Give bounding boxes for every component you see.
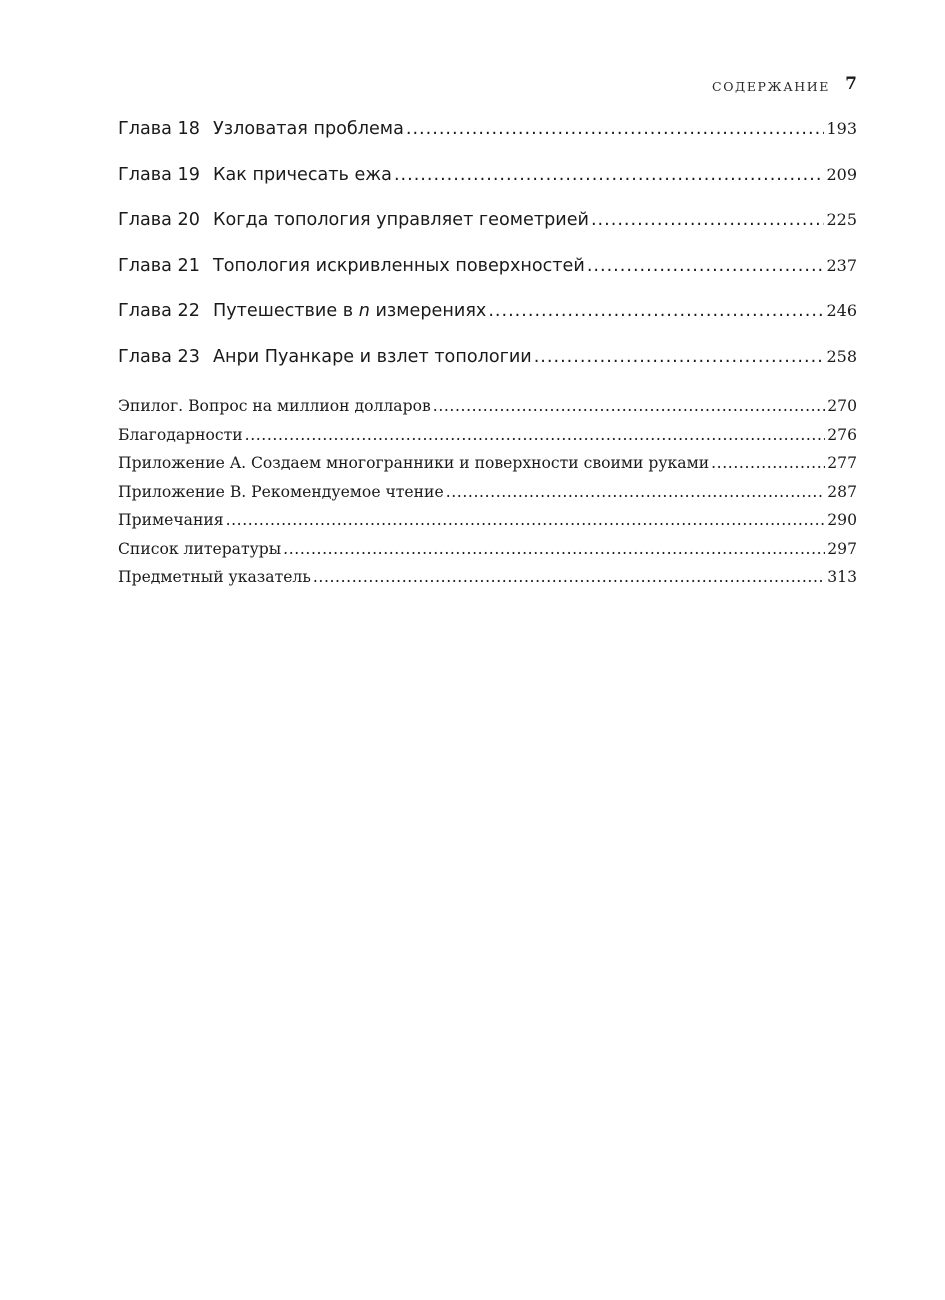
chapter-page: 193 [826, 119, 857, 138]
dot-leader [394, 165, 825, 185]
entry-title: Приложение A. Создаем многогранники и поверхности своими руками [118, 454, 710, 472]
chapter-page: 209 [826, 164, 857, 184]
entry-page: 287 [827, 482, 857, 501]
toc-entry-appendix-a[interactable] [118, 454, 857, 483]
running-header [118, 74, 857, 98]
chapter-label: Глава 22 [118, 301, 200, 322]
chapter-title-part: Путешествие в [213, 301, 359, 322]
toc-entry-chapter-22[interactable] [118, 301, 857, 329]
entry-title: Список литературы [118, 539, 282, 558]
toc-entry-acknowledgements[interactable] [118, 426, 857, 455]
chapter-label: Глава 23 [118, 346, 200, 367]
chapter-title: Узловатая проблема [213, 119, 404, 139]
dot-leader [283, 540, 825, 558]
entry-page: 297 [827, 539, 857, 558]
entry-title: Приложение B. Рекомендуемое чтение [118, 482, 444, 501]
entry-page: 290 [827, 511, 857, 529]
entry-page: 270 [827, 397, 857, 415]
page-number: 7 [845, 74, 857, 94]
chapter-title-italic: n [358, 301, 370, 322]
toc-entry-epilogue[interactable] [118, 397, 857, 426]
chapter-label: Глава 18 [118, 119, 200, 139]
chapter-page: 225 [826, 210, 857, 230]
chapter-title-part: измерениях [369, 301, 487, 322]
dot-leader [711, 454, 825, 472]
toc-entry-chapter-21[interactable] [118, 256, 857, 284]
chapter-title: Когда топология управляет геометрией [213, 210, 589, 231]
toc-entry-index[interactable] [118, 568, 857, 597]
chapter-label: Глава 20 [118, 210, 200, 231]
chapter-page: 258 [826, 346, 857, 366]
chapter-page: 246 [826, 301, 857, 321]
chapter-title [213, 301, 486, 321]
chapter-page: 237 [826, 255, 857, 275]
toc-entry-notes[interactable] [118, 511, 857, 540]
toc-entry-chapter-23[interactable] [118, 347, 857, 375]
dot-leader [446, 483, 826, 501]
dot-leader [433, 397, 825, 415]
entry-title: Благодарности [118, 425, 243, 444]
running-header-title: СОДЕРЖАНИЕ [712, 79, 830, 94]
toc-chapter-list [118, 119, 857, 393]
entry-title: Эпилог. Вопрос на миллион долларов [118, 397, 431, 415]
dot-leader [587, 256, 825, 276]
dot-leader [591, 210, 825, 230]
toc-entry-bibliography[interactable] [118, 540, 857, 569]
dot-leader [534, 347, 825, 367]
toc-entry-chapter-20[interactable] [118, 210, 857, 238]
dot-leader [406, 119, 825, 139]
entry-page: 276 [827, 425, 857, 444]
entry-title: Примечания [118, 511, 224, 529]
chapter-label: Глава 19 [118, 164, 200, 185]
dot-leader [488, 301, 824, 321]
entry-page: 313 [827, 568, 857, 586]
toc-entry-chapter-18[interactable] [118, 119, 857, 147]
dot-leader [245, 426, 826, 444]
entry-title: Предметный указатель [118, 568, 311, 586]
toc-backmatter-list [118, 397, 857, 597]
chapter-title: Как причесать ежа [213, 164, 392, 185]
chapter-label: Глава 21 [118, 255, 200, 276]
chapter-title: Топология искривленных поверхностей [213, 255, 585, 276]
dot-leader [313, 568, 825, 586]
toc-entry-appendix-b[interactable] [118, 483, 857, 512]
entry-page: 277 [827, 454, 857, 472]
dot-leader [226, 511, 826, 529]
toc-entry-chapter-19[interactable] [118, 165, 857, 193]
chapter-title: Анри Пуанкаре и взлет топологии [213, 346, 532, 367]
